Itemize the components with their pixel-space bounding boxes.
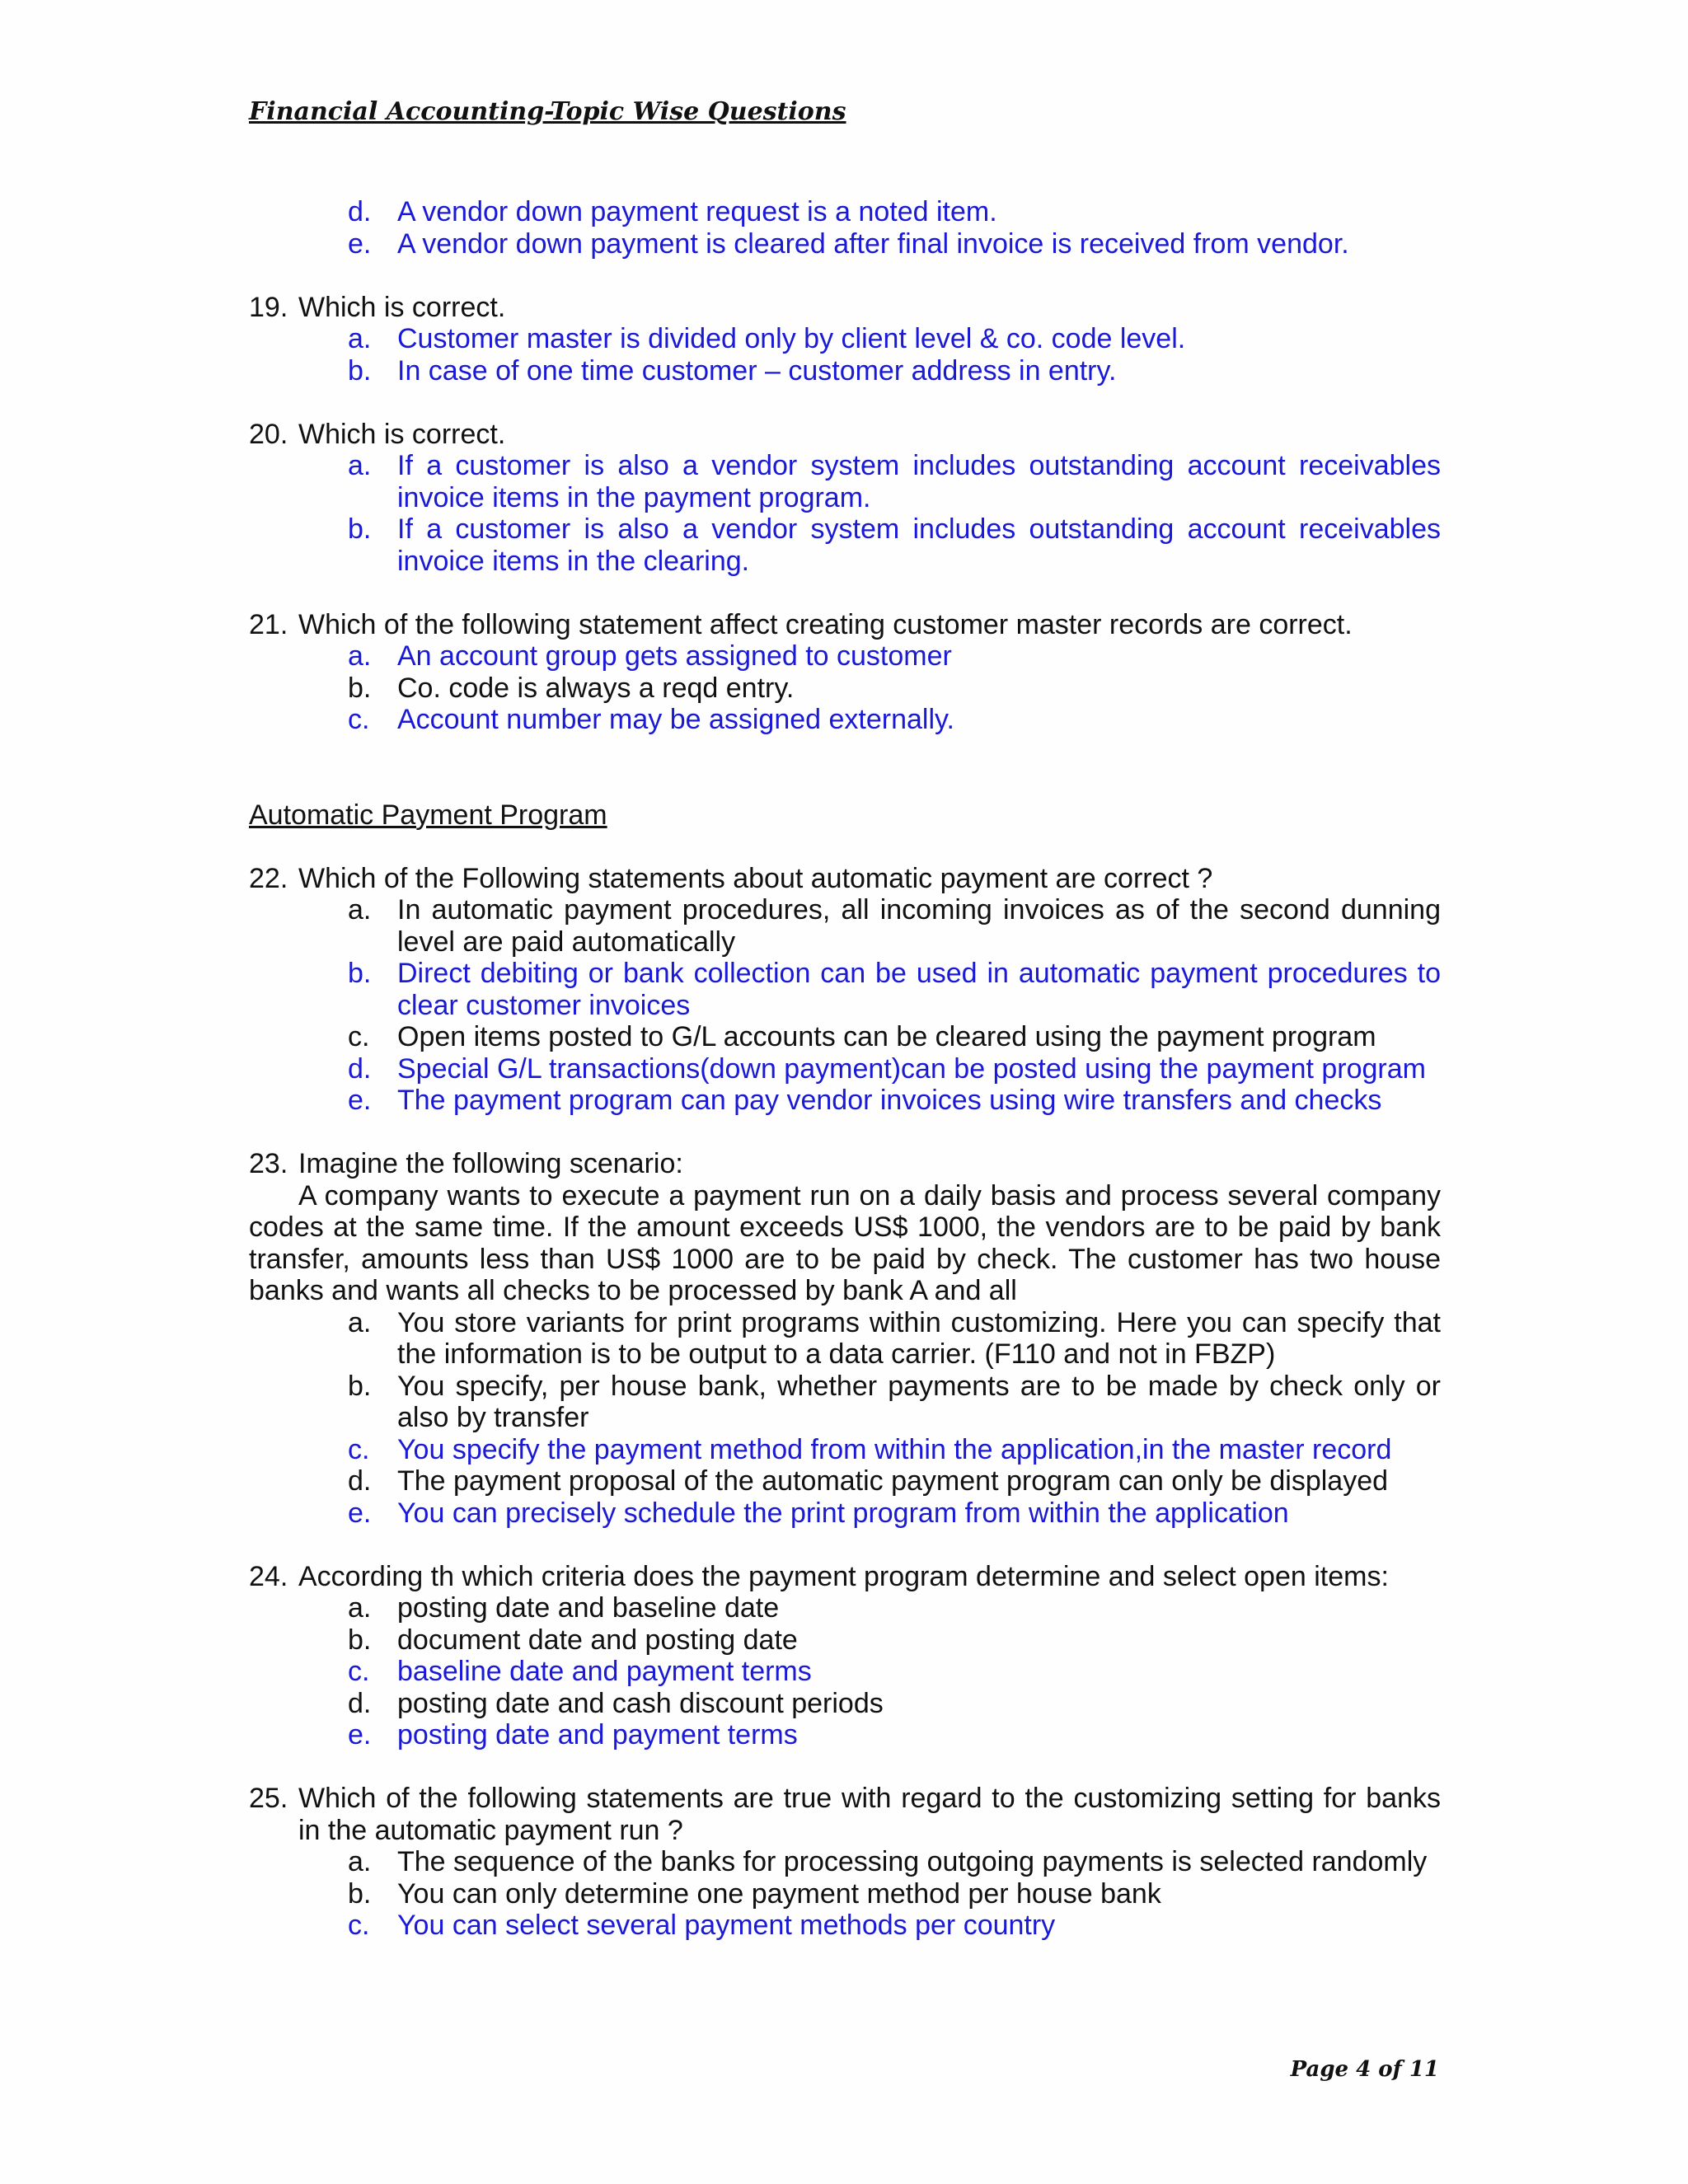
- option-item: [348, 1624, 1441, 1657]
- option-item: [348, 704, 1441, 736]
- option-letter: c.: [348, 1910, 370, 1941]
- question-number: 23.: [249, 1148, 288, 1179]
- option-letter: a.: [348, 894, 372, 926]
- question-text: Which of the following statements are true with regard to the customizing setting for banks in the automatic payment run ?: [298, 1783, 1441, 1846]
- option-item: [348, 1371, 1441, 1434]
- option-item: [348, 1656, 1441, 1688]
- option-text: You can only determine one payment method per house bank: [397, 1877, 1161, 1910]
- option-item: [348, 1053, 1441, 1085]
- option-text: posting date and cash discount periods: [397, 1687, 884, 1719]
- option-text: You specify, per house bank, whether payments are to be made by check only or also by transfer: [397, 1370, 1441, 1433]
- option-item: [348, 1910, 1441, 1942]
- question-number: 25.: [249, 1783, 288, 1814]
- question-19: [249, 292, 1441, 324]
- option-text: Direct debiting or bank collection can be used in automatic payment procedures to clear customer invoices: [397, 958, 1441, 1021]
- option-text: In automatic payment procedures, all incoming invoices as of the second dunning level are paid automatically: [397, 894, 1441, 958]
- question-22: [249, 863, 1441, 895]
- option-letter: a.: [348, 1592, 372, 1624]
- option-item: [348, 894, 1441, 958]
- option-item: [348, 1688, 1441, 1720]
- page-number: Page 4 of 11: [1290, 2057, 1439, 2082]
- option-text: Open items posted to G/L accounts can be cleared using the payment program: [397, 1021, 1376, 1052]
- option-item: [348, 1719, 1441, 1751]
- option-letter: d.: [348, 196, 372, 227]
- option-text: You specify the payment method from within the application,in the master record: [397, 1433, 1392, 1465]
- option-text: Customer master is divided only by client level & co. code level.: [397, 323, 1186, 354]
- option-text: The payment program can pay vendor invoices using wire transfers and checks: [397, 1085, 1382, 1116]
- question-number: 21.: [249, 608, 288, 640]
- option-item: [348, 673, 1441, 705]
- option-item: [348, 958, 1441, 1021]
- option-letter: e.: [348, 227, 372, 260]
- option-text: posting date and baseline date: [397, 1592, 780, 1624]
- question-text: According th which criteria does the payment program determine and select open items:: [298, 1560, 1389, 1592]
- option-text: You can select several payment methods per country: [397, 1910, 1056, 1941]
- option-item: [348, 1465, 1441, 1497]
- option-item: [348, 1085, 1441, 1117]
- option-text: baseline date and payment terms: [397, 1656, 812, 1687]
- option-letter: a.: [348, 450, 372, 481]
- option-item: [348, 1021, 1441, 1053]
- option-item: [348, 1878, 1441, 1910]
- option-letter: b.: [348, 1624, 372, 1656]
- question-text: Imagine the following scenario:: [298, 1148, 683, 1179]
- question-24: [249, 1561, 1441, 1593]
- option-text: If a customer is also a vendor system includes outstanding account receivables invoice items in the clearing.: [397, 513, 1441, 577]
- question-23: [249, 1148, 1441, 1180]
- option-letter: a.: [348, 1306, 372, 1338]
- option-letter: b.: [348, 958, 372, 989]
- option-text: Account number may be assigned externally.: [397, 704, 954, 735]
- option-letter: c.: [348, 1433, 370, 1465]
- option-letter: b.: [348, 672, 372, 704]
- option-text: If a customer is also a vendor system includes outstanding account receivables invoice items in the payment program.: [397, 450, 1441, 513]
- option-letter: b.: [348, 1370, 372, 1402]
- option-item: [348, 1497, 1441, 1530]
- option-item: [348, 355, 1441, 387]
- option-text: document date and posting date: [397, 1624, 798, 1656]
- option-letter: e.: [348, 1497, 372, 1529]
- option-letter: b.: [348, 354, 372, 387]
- question-25: [249, 1783, 1441, 1846]
- option-item: [348, 1592, 1441, 1624]
- option-text: The sequence of the banks for processing outgoing payments is selected randomly: [397, 1846, 1428, 1877]
- option-letter: b.: [348, 1877, 372, 1910]
- option-item: [348, 196, 1441, 228]
- option-item: [348, 450, 1441, 513]
- option-text: The payment proposal of the automatic payment program can only be displayed: [397, 1465, 1389, 1497]
- option-letter: c.: [348, 704, 370, 735]
- option-text: In case of one time customer – customer address in entry.: [397, 354, 1117, 387]
- option-item: [348, 513, 1441, 577]
- option-letter: e.: [348, 1719, 372, 1750]
- option-item: [348, 323, 1441, 355]
- option-text: You store variants for print programs within customizing. Here you can specify that the information is to be output to a data carrier. (F110 and not in FBZP): [397, 1306, 1441, 1370]
- question-21: [249, 609, 1441, 641]
- option-letter: a.: [348, 640, 372, 672]
- option-item: [348, 1434, 1441, 1466]
- option-item: [348, 1307, 1441, 1371]
- question-text: Which is correct.: [298, 418, 506, 450]
- option-item: [348, 1846, 1441, 1878]
- section-title: Automatic Payment Program: [249, 799, 607, 831]
- option-letter: c.: [348, 1656, 370, 1687]
- question-number: 19.: [249, 291, 288, 323]
- question-number: 20.: [249, 418, 288, 450]
- question-20: [249, 419, 1441, 451]
- option-letter: d.: [348, 1687, 372, 1719]
- option-letter: e.: [348, 1085, 372, 1116]
- scenario-paragraph: A company wants to execute a payment run on a daily basis and process several company codes at the same time. If the amount exceeds US$ 1000, the vendors are to be paid by bank transfer, amounts less than US$ 1000 are to be paid by check. The customer has two house banks and wants all checks to be processed by bank A and all: [249, 1179, 1441, 1306]
- option-text: You can precisely schedule the print program from within the application: [397, 1497, 1289, 1529]
- question-number: 24.: [249, 1560, 288, 1592]
- option-letter: d.: [348, 1052, 372, 1085]
- option-text: A vendor down payment is cleared after final invoice is received from vendor.: [397, 227, 1349, 260]
- document-header-title: Financial Accounting-Topic Wise Questions: [249, 97, 846, 126]
- option-item: [348, 640, 1441, 673]
- option-letter: b.: [348, 513, 372, 545]
- option-letter: a.: [348, 323, 372, 354]
- question-text: Which of the following statement affect creating customer master records are correct.: [298, 608, 1353, 640]
- document-body: [249, 196, 1441, 1942]
- option-letter: c.: [348, 1021, 370, 1052]
- question-text: Which is correct.: [298, 291, 506, 323]
- option-text: A vendor down payment request is a noted item.: [397, 196, 997, 227]
- option-text: Special G/L transactions(down payment)can be posted using the payment program: [397, 1052, 1426, 1085]
- option-text: An account group gets assigned to customer: [397, 640, 952, 672]
- option-letter: d.: [348, 1465, 372, 1497]
- question-text: Which of the Following statements about automatic payment are correct ?: [298, 862, 1213, 894]
- option-text: posting date and payment terms: [397, 1719, 798, 1750]
- question-number: 22.: [249, 862, 288, 894]
- option-text: Co. code is always a reqd entry.: [397, 672, 795, 704]
- option-item: [348, 228, 1441, 260]
- option-letter: a.: [348, 1846, 372, 1877]
